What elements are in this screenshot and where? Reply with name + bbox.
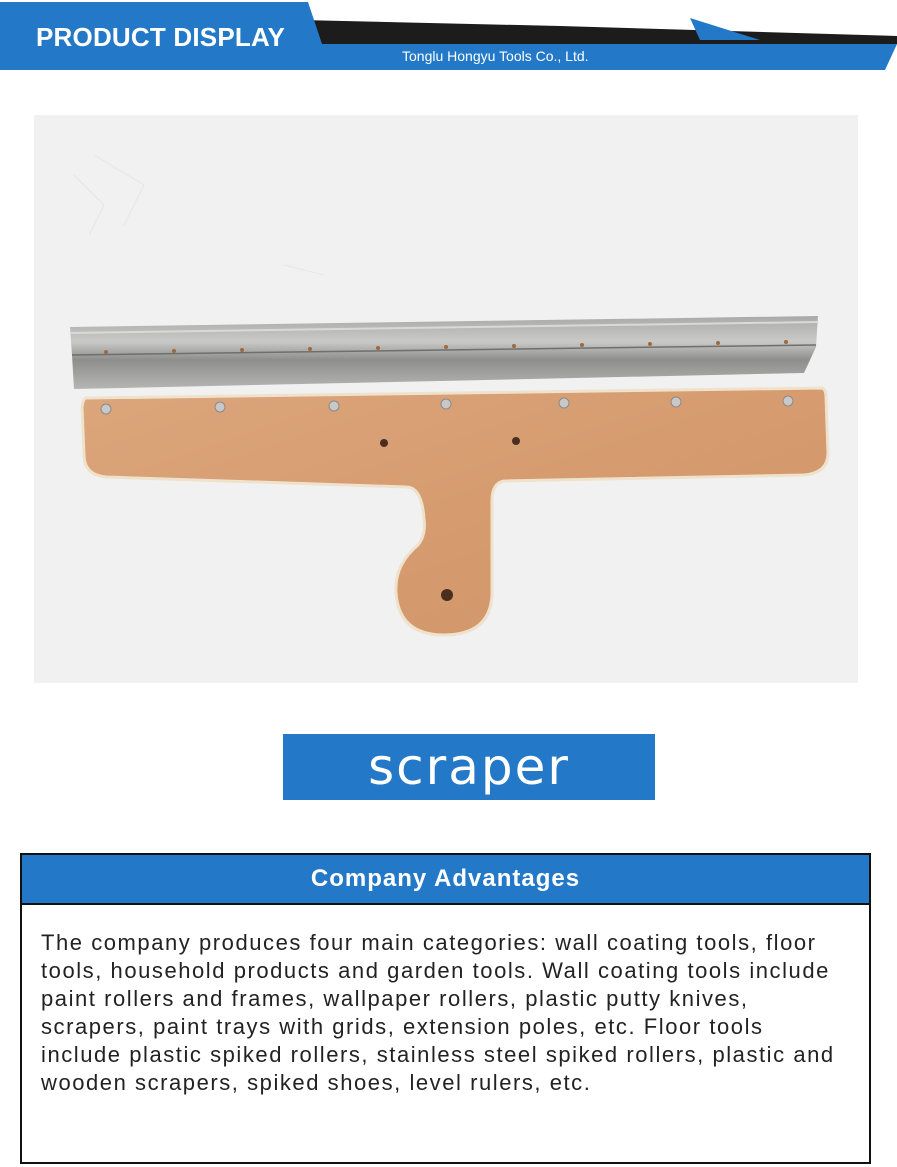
page-title: PRODUCT DISPLAY (36, 22, 286, 52)
wooden-handle (82, 388, 828, 635)
header-dark-stripe (300, 20, 897, 44)
product-name-label: scraper (283, 734, 655, 800)
company-advantages-panel (20, 853, 871, 1164)
product-photo (34, 115, 858, 683)
company-name: Tonglu Hongyu Tools Co., Ltd. (402, 48, 589, 64)
header-accent-wedge (690, 18, 760, 40)
scraper-illustration (34, 115, 858, 683)
company-advantages-text: The company produces four main categories: wall coating tools, floor tools, household products and garden tools. Wall coating tools include paint rollers and frames, wallpaper rollers, plastic putty knives, scrapers, paint trays with grids, extension poles, etc. Floor tools include plastic spiked rollers, stainless steel spiked rollers, plastic and wooden scrapers, spiked shoes, level rulers, etc. (41, 930, 835, 1095)
company-advantages-heading: Company Advantages (22, 855, 869, 905)
backdrop-texture (74, 155, 324, 275)
